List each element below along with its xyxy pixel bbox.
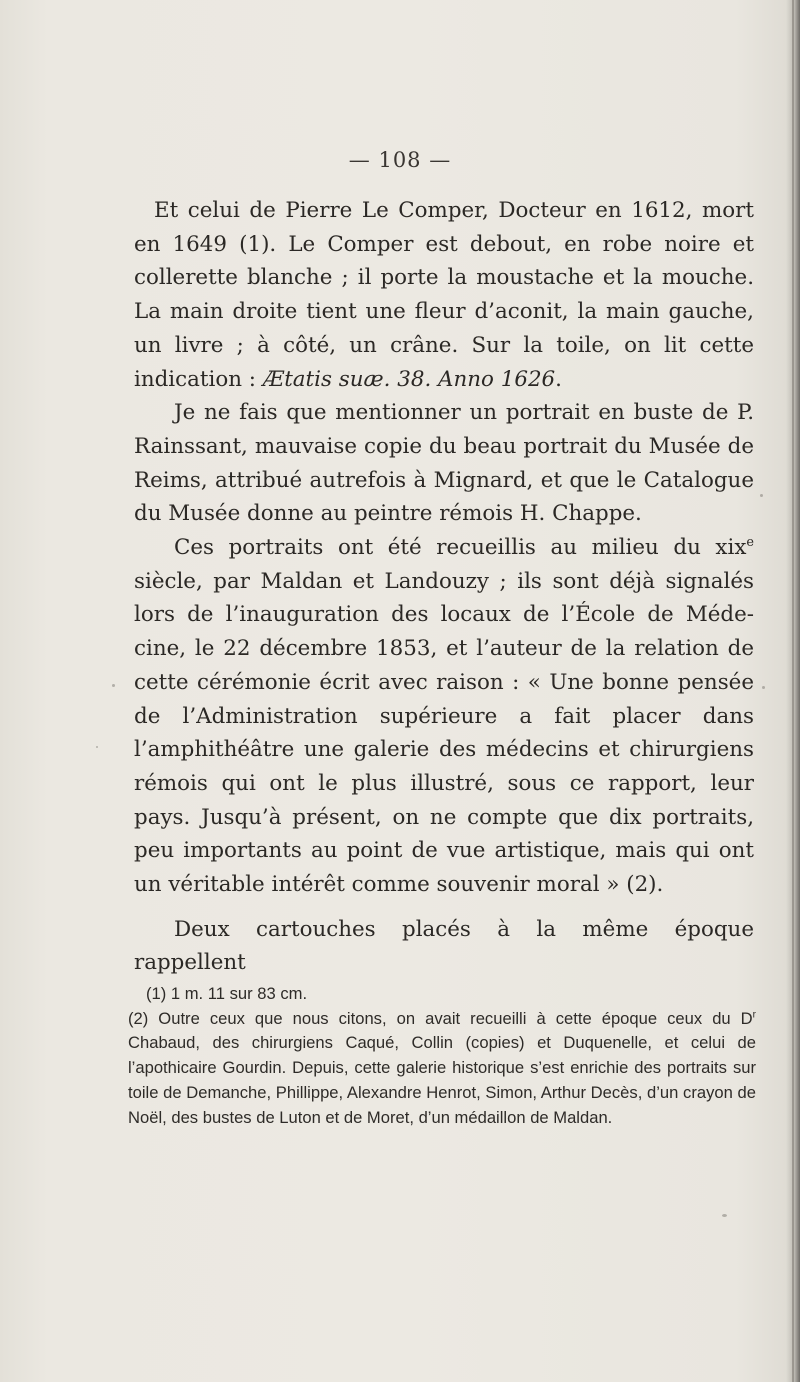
- footnote-2: [128, 1007, 756, 1131]
- footnote-2-rest: Chabaud, des chirurgiens Caqué, Collin (copies) et Duquenelle, et celui de l’apothicaire Gourdin. Depuis, cette galerie historique s’est enrichie des portraits sur toile de Demanche, Phillippe, Alexandre Henrot, Simon, Arthur Decès, d’un crayon de Noël, des bustes de Luton et de Moret, d’un médaillon de Maldan.: [128, 1033, 756, 1127]
- paper-speck: [760, 494, 763, 497]
- main-text: [134, 194, 754, 980]
- paragraph-3-rest: siècle, par Maldan et Landouzy ; ils sont déjà signalés lors de l’inauguration des locaux de l’École de Médecine, le 22 décembre 1853, et l’auteur de la relation de cette cérémonie écrit avec raison : « Une bonne pensée de l’Administration supérieure a fait placer dans l’amphithéâtre une galerie des médecins et chirurgiens rémois qui ont le plus illustré, sous ce rapport, leur pays. Jusqu’à présent, on ne compte que dix portraits, peu importants au point de vue artistique, mais qui ont un véritable intérêt comme souvenir moral » (2).: [134, 568, 754, 898]
- paper-speck: [762, 686, 765, 689]
- paragraph-2: Je ne fais que mentionner un portrait en buste de P. Rainssant, mauvaise copie du beau portrait du Musée de Reims, attribué autrefois à Mignard, et que le Catalogue du Musée donne au peintre rémois H. Chappe.: [134, 400, 754, 527]
- footnotes: [128, 982, 756, 1130]
- footnote-1: (1) 1 m. 11 sur 83 cm.: [146, 984, 308, 1003]
- page-edge-line: [792, 0, 794, 1382]
- paragraph-4: Deux cartouches placés à la même époque rappellent: [134, 916, 754, 976]
- paper-speck: [722, 1214, 727, 1217]
- paragraph-1-text: Et celui de Pierre Le Comper, Docteur en 1612, mort en 1649 (1). Le Comper est debout, en robe noire et collerette blanche ; il porte la moustache et la mouche. La main droite tient une fleur d’aconit, la main gauche, un livre ; à côté, un crâne. Sur la toile, on lit cette indication :: [134, 198, 754, 392]
- paragraph-1-italic: Ætatis suæ. 38. Anno 1626: [262, 366, 556, 392]
- paragraph-3-sup: e: [746, 534, 754, 550]
- paragraph-1: [134, 194, 754, 396]
- footnote-2-sup: r: [752, 1009, 756, 1021]
- page-number: — 108 —: [348, 148, 452, 172]
- paragraph-1-end: .: [555, 366, 562, 392]
- paragraph-3-text: Ces portraits ont été recueillis au milieu du xix: [174, 535, 747, 561]
- paper-speck: [96, 746, 98, 748]
- footnote-2-text: (2) Outre ceux que nous citons, on avait recueilli à cette époque ceux du D: [128, 1008, 753, 1028]
- paragraph-3: [134, 531, 754, 902]
- paper-speck: [112, 684, 115, 687]
